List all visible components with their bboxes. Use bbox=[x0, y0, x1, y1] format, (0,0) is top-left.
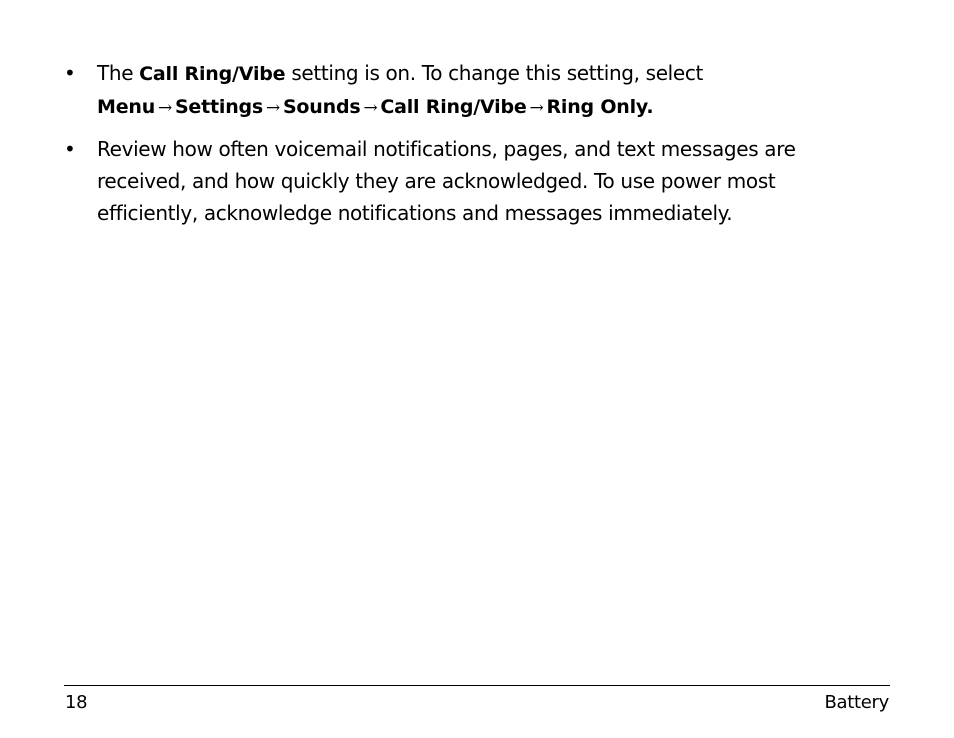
menu-path-step: Call Ring/Vibe bbox=[380, 96, 527, 118]
arrow-right-icon: → bbox=[529, 98, 544, 118]
menu-path bbox=[97, 90, 882, 124]
bullet-icon: • bbox=[64, 61, 76, 85]
menu-path-step: Menu bbox=[97, 96, 156, 118]
menu-path-step: Sounds bbox=[282, 96, 361, 118]
page-number: 18 bbox=[65, 692, 88, 713]
bullet-line bbox=[97, 57, 882, 90]
arrow-right-icon: → bbox=[158, 98, 172, 118]
bullet-text bbox=[97, 133, 882, 229]
bullet-text bbox=[97, 57, 882, 124]
text-run: The bbox=[97, 61, 140, 85]
section-title: Battery bbox=[824, 692, 889, 713]
bullet-line: efficiently, acknowledge notifications and messages immediately. bbox=[97, 201, 733, 225]
bullet-icon: • bbox=[64, 137, 76, 161]
menu-path-step: Settings bbox=[174, 96, 264, 118]
bullet-line: received, and how quickly they are acknowledged. To use power most bbox=[97, 169, 776, 193]
setting-name: Call Ring/Vibe bbox=[139, 63, 286, 85]
menu-path-step: Ring Only. bbox=[546, 96, 654, 118]
bullet-line: Review how often voicemail notifications, pages, and text messages are bbox=[97, 137, 796, 161]
arrow-right-icon: → bbox=[363, 98, 378, 118]
footer-divider bbox=[64, 685, 890, 686]
text-run: setting is on. To change this setting, select bbox=[285, 61, 703, 85]
arrow-right-icon: → bbox=[266, 98, 280, 118]
